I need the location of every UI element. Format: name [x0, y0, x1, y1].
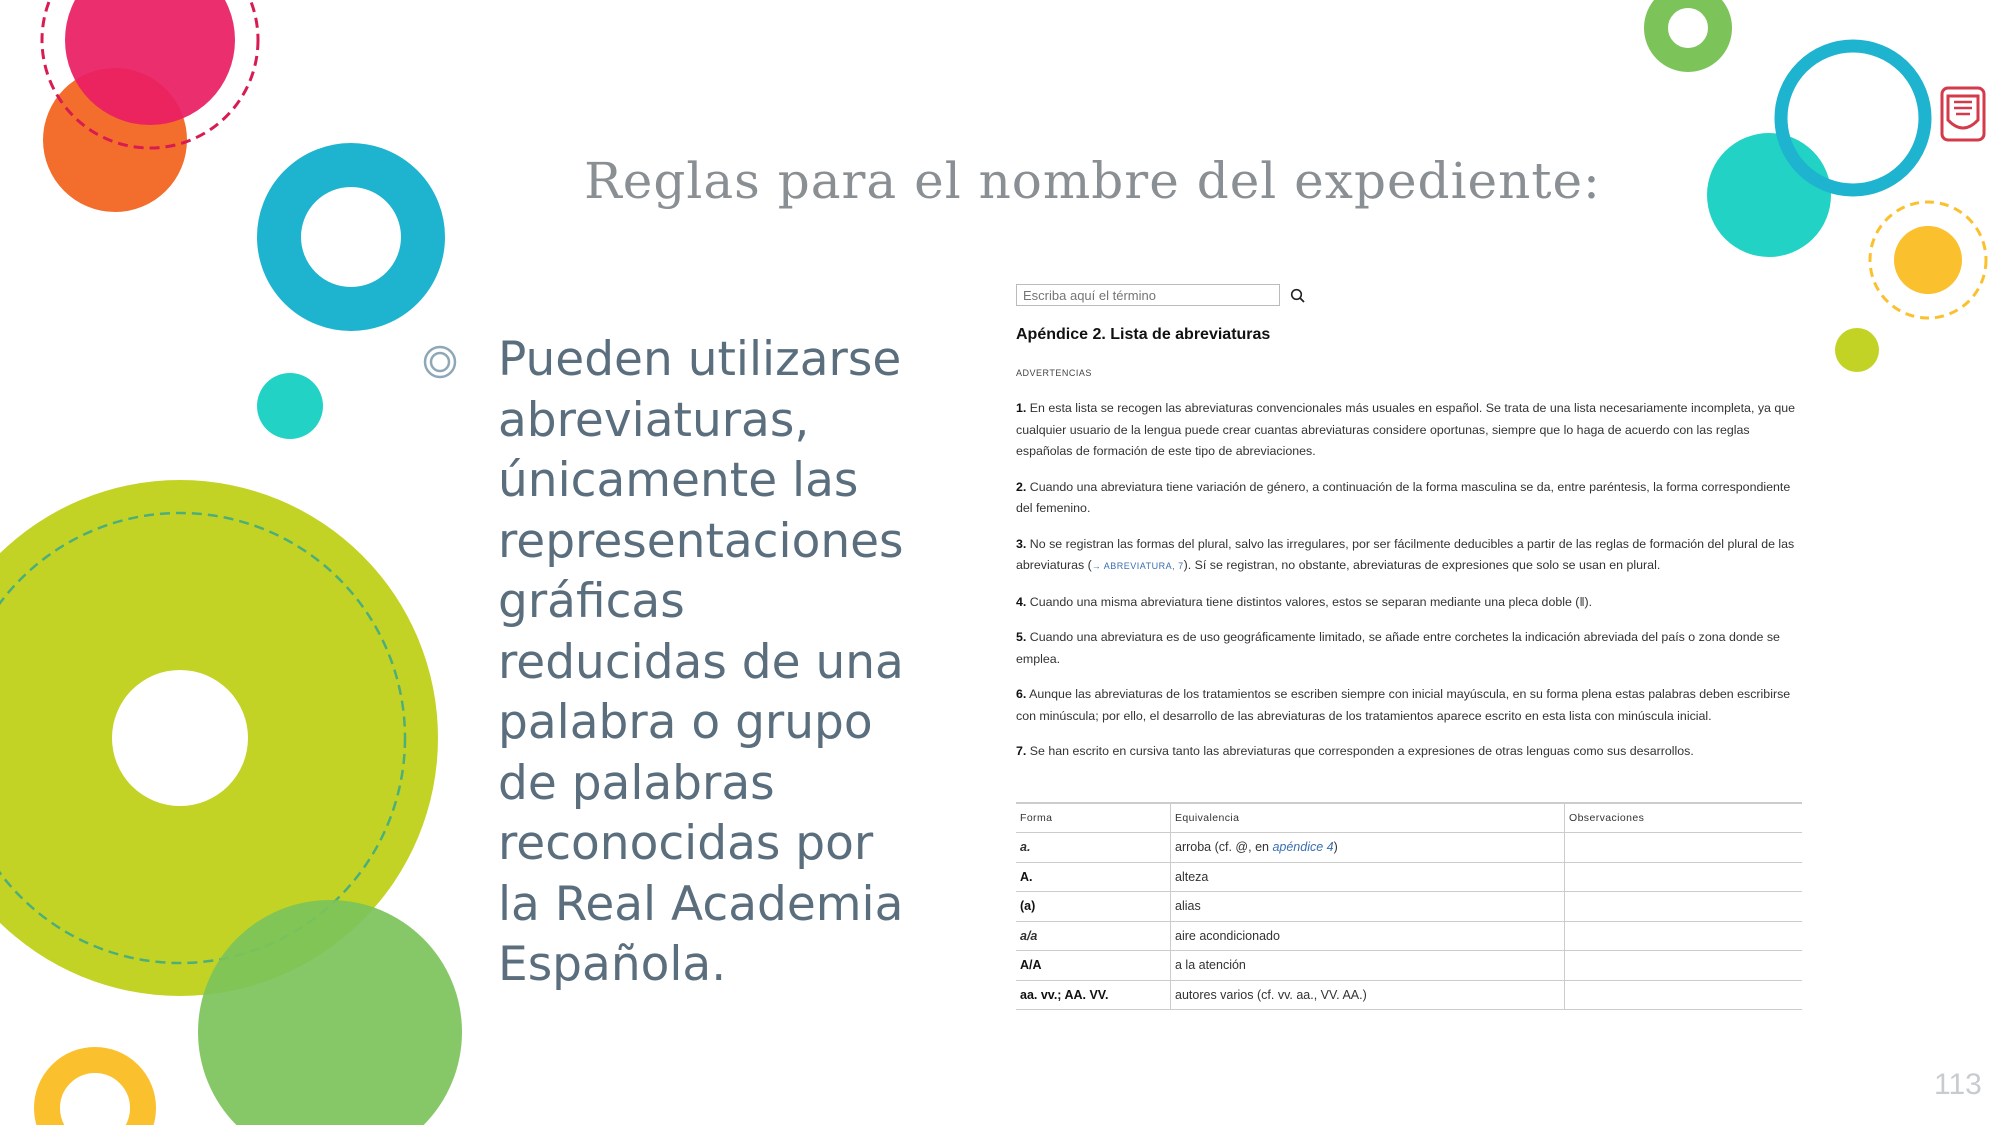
cell-forma: a/a	[1016, 921, 1171, 951]
cell-observaciones	[1565, 951, 1803, 981]
table-row	[1016, 951, 1802, 981]
note-item: 5. Cuando una abreviatura es de uso geográficamente limitado, se añade entre corchetes la indicación abreviada del país o zona donde se emplea.	[1016, 630, 1780, 666]
university-seal-logo	[1940, 86, 1986, 142]
table-header-row	[1016, 803, 1802, 833]
cell-forma: (a)	[1016, 892, 1171, 922]
bullet-line: reducidas de una	[498, 634, 904, 690]
column-header-forma: Forma	[1016, 803, 1171, 833]
lime-center-hole	[112, 670, 248, 806]
bullet-line: la Real Academia	[498, 876, 904, 932]
note-item: 7. Se han escrito en cursiva tanto las abreviaturas que corresponden a expresiones de otras lenguas como sus desarrollos.	[1016, 744, 1694, 758]
cell-equivalencia: a la atención	[1171, 951, 1565, 981]
bullet-line: Pueden utilizarse	[498, 332, 902, 387]
bullet-line: representaciones	[498, 513, 904, 569]
note-item: 4. Cuando una misma abreviatura tiene distintos valores, estos se separan mediante una pleca doble (‖).	[1016, 594, 1593, 609]
bullet-line: palabra o grupo	[498, 695, 873, 750]
column-header-observaciones: Observaciones	[1565, 803, 1803, 833]
yellow-dot	[1894, 226, 1962, 294]
notes-list	[1016, 398, 1802, 777]
cell-forma: A/A	[1016, 951, 1171, 981]
table-row	[1016, 892, 1802, 922]
bullet-line: de palabras	[498, 755, 775, 811]
cell-equivalencia: aire acondicionado	[1171, 921, 1565, 951]
search-input[interactable]	[1016, 284, 1280, 306]
cell-equivalencia: arroba (cf. @, en apéndice 4)	[1171, 833, 1565, 863]
cell-forma: aa. vv.; AA. VV.	[1016, 980, 1171, 1010]
cell-observaciones	[1565, 892, 1803, 922]
cell-observaciones	[1565, 833, 1803, 863]
table-row	[1016, 862, 1802, 892]
appendix-title: Apéndice 2. Lista de abreviaturas	[1016, 326, 1271, 343]
advertencias-heading: ADVERTENCIAS	[1016, 368, 1092, 378]
bullet-line: únicamente las	[498, 453, 859, 508]
cell-observaciones	[1565, 980, 1803, 1010]
note-item: 6. Aunque las abreviaturas de los tratamientos se escriben siempre con inicial mayúscula, en su forma plena estas palabras deben escribirse con minúscula; por ello, el desarrollo de las abreviaturas de los tratamientos aparece escrito en esta lista con minúscula inicial.	[1016, 687, 1791, 723]
page-number: 113	[1934, 1068, 1982, 1101]
apendice-link[interactable]: apéndice 4	[1272, 840, 1334, 855]
bullet-line: abreviaturas,	[498, 392, 810, 448]
lime-dot-right	[1835, 328, 1879, 372]
bullet-text	[498, 330, 918, 996]
bullet-circle-icon	[420, 342, 460, 382]
note-item: 2. Cuando una abreviatura tiene variación de género, a continuación de la forma masculina se da, entre paréntesis, la forma correspondiente del femenino.	[1016, 479, 1791, 515]
table-row	[1016, 921, 1802, 951]
table-row	[1016, 980, 1802, 1010]
note-item: 3. No se registran las formas del plural, salvo las irregulares, por ser fácilmente deducibles a partir de las reglas de formación del plural de las abreviaturas (→ ABREVIATURA, 7). Sí se registran, no obstante, abreviaturas de expresiones que solo se usan en plural.	[1016, 536, 1795, 572]
cell-forma: A.	[1016, 862, 1171, 892]
bullet-line: reconocidas por	[498, 816, 874, 871]
table-row	[1016, 833, 1802, 863]
abreviatura-link[interactable]: → ABREVIATURA, 7	[1091, 561, 1184, 571]
bullet-line: gráficas	[498, 574, 685, 629]
column-header-equivalencia: Equivalencia	[1171, 803, 1565, 833]
cell-observaciones	[1565, 862, 1803, 892]
note-item: 1. En esta lista se recogen las abreviaturas convencionales más usuales en español. Se trata de una lista necesariamente incompleta, ya que cualquier usuario de la lengua puede crear cuantas abreviaturas considere oportunas, siempre que lo haga de acuerdo con las reglas españolas de formación de este tipo de abreviaciones.	[1016, 401, 1796, 458]
bullet-line: Española.	[498, 937, 727, 992]
abbreviations-table	[1016, 802, 1802, 1010]
cell-equivalencia: alteza	[1171, 862, 1565, 892]
cell-forma: a.	[1016, 833, 1171, 863]
cell-observaciones	[1565, 921, 1803, 951]
search-icon[interactable]	[1290, 288, 1306, 304]
cell-equivalencia: alias	[1171, 892, 1565, 922]
turquoise-dot	[257, 373, 323, 439]
slide-title: Reglas para el nombre del expediente:	[584, 151, 1601, 210]
green-ring-small	[1656, 0, 1720, 60]
yellow-ring	[47, 1060, 143, 1125]
cell-equivalencia: autores varios (cf. vv. aa., VV. AA.)	[1171, 980, 1565, 1010]
dictionary-screenshot	[1012, 280, 1802, 1020]
